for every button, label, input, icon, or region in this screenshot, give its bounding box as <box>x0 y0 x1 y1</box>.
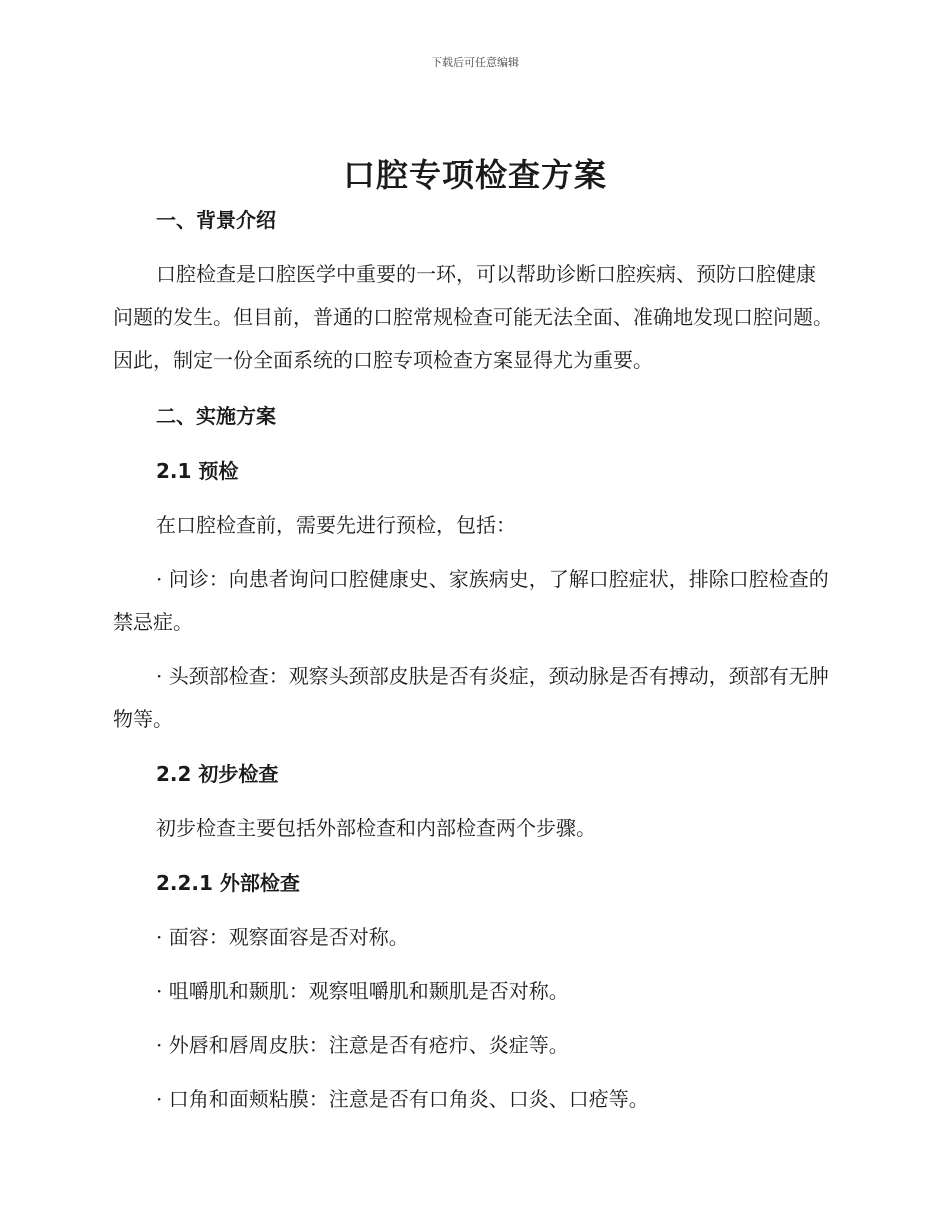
document-body <box>113 198 833 1121</box>
header-note: 下载后可任意编辑 <box>431 56 519 69</box>
subsection-heading-precheck: 2.1 预检 <box>156 459 239 483</box>
list-item: · 咀嚼肌和颞肌：观察咀嚼肌和颞肌是否对称。 <box>156 979 569 1003</box>
section-heading-background: 一、背景介绍 <box>156 208 276 232</box>
background-paragraph: 口腔检查是口腔医学中重要的一环，可以帮助诊断口腔疾病、预防口腔健康问题的发生。但目前，普通的口腔常规检查可能无法全面、准确地发现口腔问题。因此，制定一份全面系统的口腔专项检查方案显得尤为重要。 <box>113 262 833 372</box>
list-item: · 问诊：向患者询问口腔健康史、家族病史，了解口腔症状，排除口腔检查的禁忌症。 <box>113 567 829 634</box>
list-item: · 头颈部检查：观察头颈部皮肤是否有炎症，颈动脉是否有搏动，颈部有无肿物等。 <box>113 664 829 731</box>
document-title: 口腔专项检查方案 <box>342 156 607 194</box>
section-heading-implementation: 二、实施方案 <box>156 404 276 428</box>
subsection-heading-external-check: 2.2.1 外部检查 <box>156 871 300 895</box>
list-item: · 口角和面颊粘膜：注意是否有口角炎、口炎、口疮等。 <box>156 1087 649 1111</box>
precheck-intro: 在口腔检查前，需要先进行预检，包括： <box>156 513 516 537</box>
list-item: · 面容：观察面容是否对称。 <box>156 925 409 949</box>
initial-check-intro: 初步检查主要包括外部检查和内部检查两个步骤。 <box>156 816 596 840</box>
subsection-heading-initial-check: 2.2 初步检查 <box>156 762 279 786</box>
list-item: · 外唇和唇周皮肤：注意是否有疮疖、炎症等。 <box>156 1033 569 1057</box>
